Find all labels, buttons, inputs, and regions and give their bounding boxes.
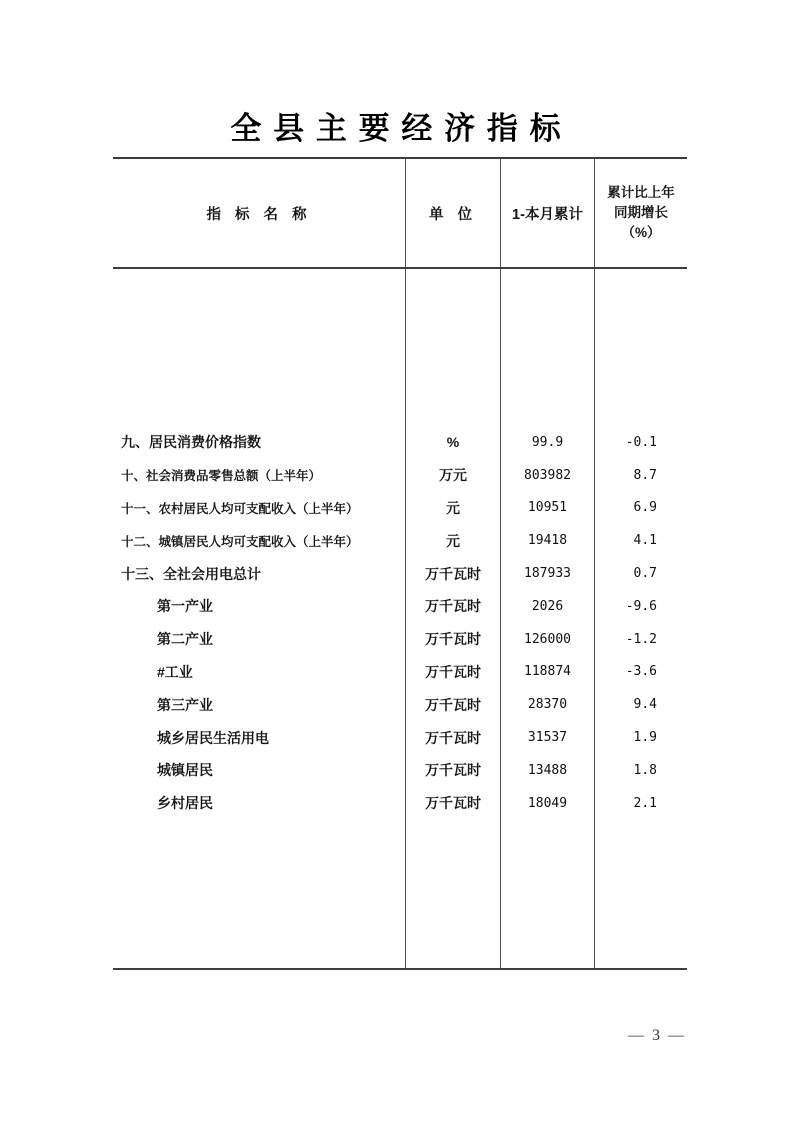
table-row (113, 492, 687, 525)
table-row (113, 590, 687, 623)
header-growth (594, 159, 687, 267)
value-cell: 28370 (500, 688, 594, 721)
value-cell: 803982 (500, 459, 594, 492)
unit-cell: 万千瓦时 (405, 623, 500, 656)
unit-cell: % (405, 426, 500, 459)
table-row (113, 787, 687, 820)
indicator-cell: 城镇居民 (157, 762, 213, 779)
growth-cell: 1.9 (594, 721, 687, 754)
indicator-cell: 九、居民消费价格指数 (121, 434, 261, 451)
table-row (113, 623, 687, 656)
value-cell: 31537 (500, 721, 594, 754)
indicator-cell: 第二产业 (157, 631, 213, 648)
unit-cell: 万元 (405, 459, 500, 492)
header-cumulative: 1-本月累计 (500, 159, 594, 267)
table-row (113, 656, 687, 689)
page-number: — 3 — (628, 1027, 686, 1044)
growth-cell: 4.1 (594, 524, 687, 557)
value-cell: 13488 (500, 754, 594, 787)
value-cell: 2026 (500, 590, 594, 623)
table-header-row (113, 159, 687, 269)
value-cell: 18049 (500, 787, 594, 820)
growth-cell: 9.4 (594, 688, 687, 721)
unit-cell: 万千瓦时 (405, 721, 500, 754)
unit-cell: 万千瓦时 (405, 754, 500, 787)
table-row (113, 524, 687, 557)
indicator-cell: 第三产业 (157, 696, 213, 713)
header-unit: 单 位 (405, 159, 500, 267)
table-row (113, 721, 687, 754)
growth-cell: -1.2 (594, 623, 687, 656)
indicator-cell: #工业 (157, 663, 193, 680)
value-cell: 126000 (500, 623, 594, 656)
header-indicator-name: 指 标 名 称 (206, 206, 312, 223)
unit-cell: 万千瓦时 (405, 590, 500, 623)
value-cell: 187933 (500, 557, 594, 590)
growth-cell: 1.8 (594, 754, 687, 787)
value-cell: 118874 (500, 656, 594, 689)
table-row (113, 754, 687, 787)
indicator-cell: 第一产业 (157, 598, 213, 615)
table-row (113, 557, 687, 590)
table-blank-spacer-top (113, 269, 687, 426)
indicator-cell: 十三、全社会用电总计 (121, 565, 261, 582)
growth-cell: 2.1 (594, 787, 687, 820)
header-growth-text: 累计比上年 同期增长 （%） (607, 184, 675, 241)
indicator-cell: 十一、农村居民人均可支配收入（上半年） (121, 501, 359, 516)
growth-cell: -3.6 (594, 656, 687, 689)
value-cell: 10951 (500, 492, 594, 525)
table-row (113, 688, 687, 721)
unit-cell: 万千瓦时 (405, 656, 500, 689)
value-cell: 19418 (500, 524, 594, 557)
growth-cell: -9.6 (594, 590, 687, 623)
unit-cell: 万千瓦时 (405, 787, 500, 820)
unit-cell: 元 (405, 492, 500, 525)
indicator-cell: 十二、城镇居民人均可支配收入（上半年） (121, 534, 359, 549)
growth-cell: 8.7 (594, 459, 687, 492)
table-blank-spacer-bottom (113, 820, 687, 968)
unit-cell: 万千瓦时 (405, 557, 500, 590)
value-cell: 99.9 (500, 426, 594, 459)
unit-cell: 元 (405, 524, 500, 557)
indicator-cell: 十、社会消费品零售总额（上半年） (121, 469, 322, 484)
table-row (113, 426, 687, 459)
growth-cell: -0.1 (594, 426, 687, 459)
growth-cell: 0.7 (594, 557, 687, 590)
growth-cell: 6.9 (594, 492, 687, 525)
indicator-cell: 乡村居民 (157, 795, 213, 812)
indicator-cell: 城乡居民生活用电 (157, 729, 269, 746)
page-title: 全 县 主 要 经 济 指 标 (230, 111, 563, 146)
unit-cell: 万千瓦时 (405, 688, 500, 721)
indicators-table (113, 157, 687, 970)
table-row (113, 459, 687, 492)
